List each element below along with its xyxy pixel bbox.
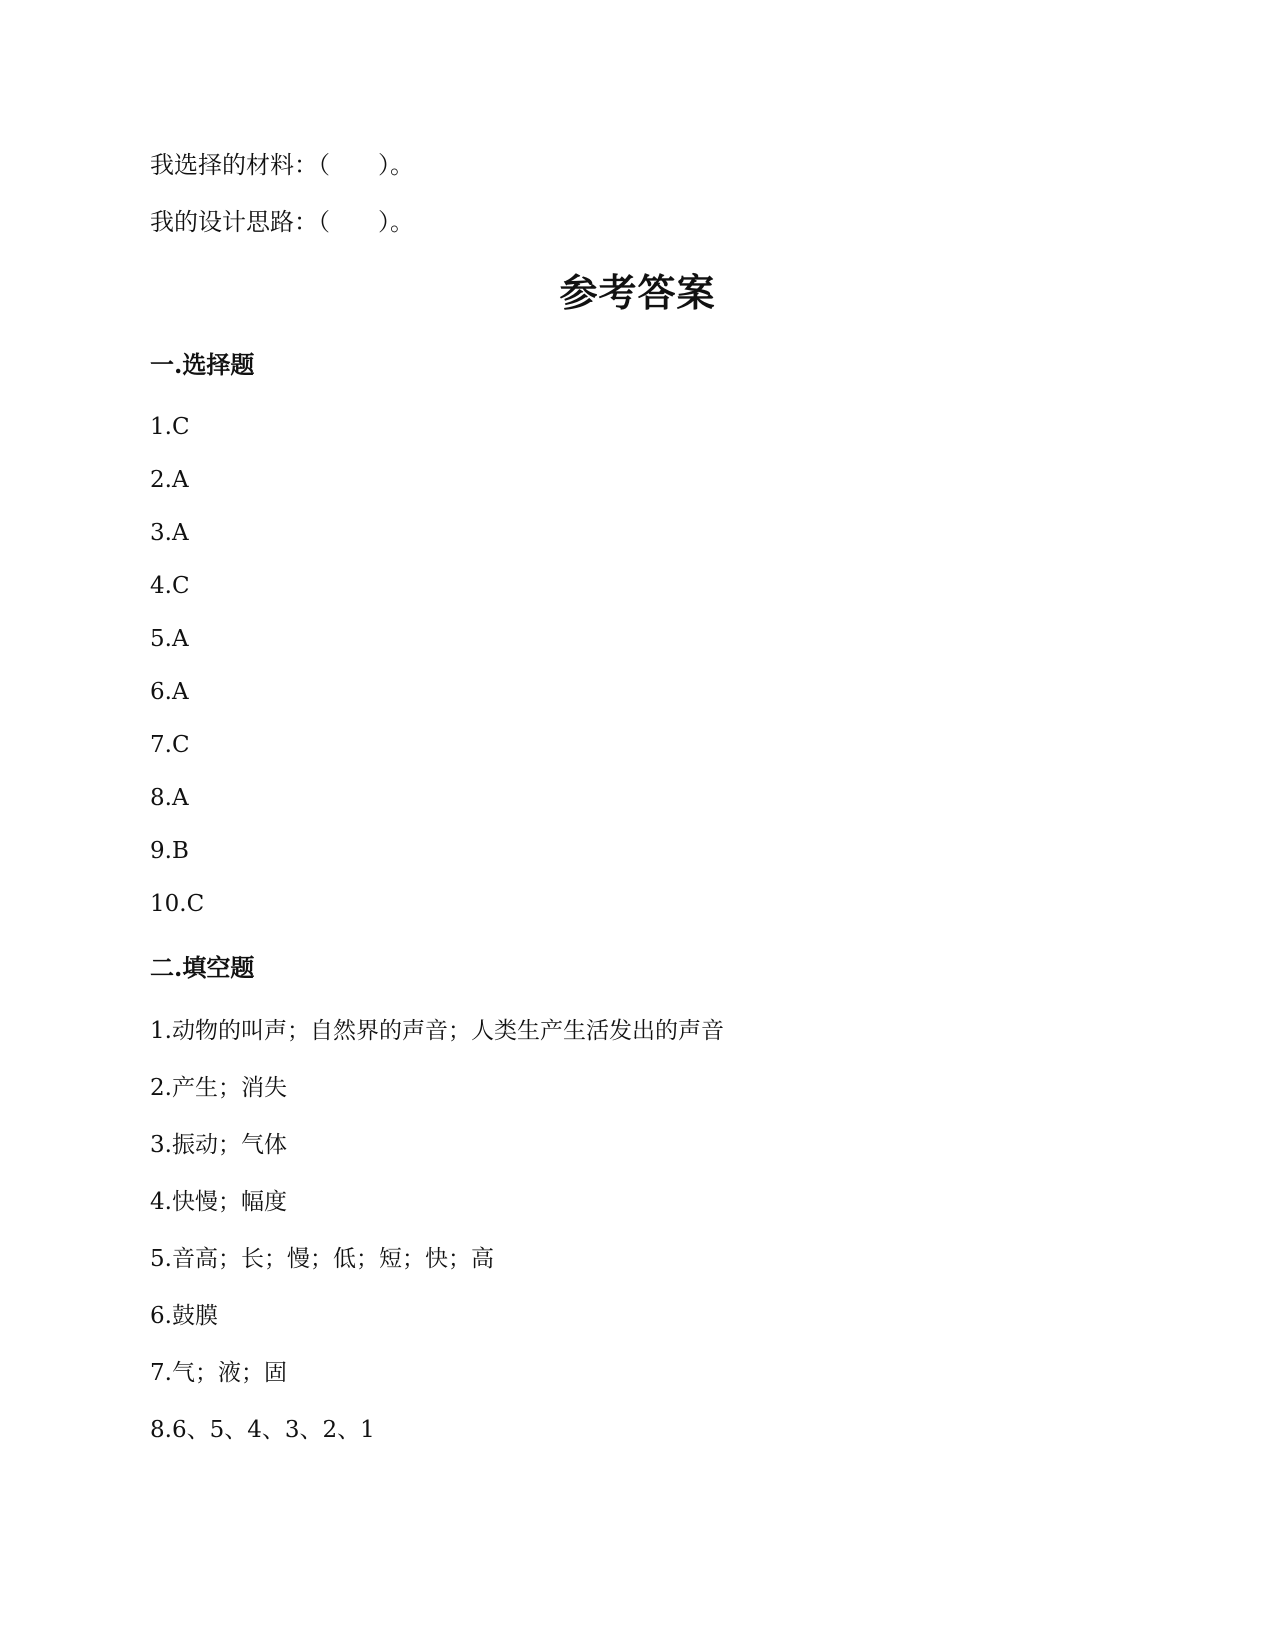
page-title: 参考答案 [559,270,716,315]
fill-answer-8: 8.6、5、4、3、2、1 [150,1417,375,1443]
choice-answer-6: 6.A [150,679,189,705]
choice-answer-5: 5.A [150,626,189,652]
choice-answer-8: 8.A [150,785,189,811]
fill-answer-7: 7.气；液；固 [150,1360,287,1386]
choice-answer-1: 1.C [150,414,190,440]
choice-answer-4: 4.C [150,573,190,599]
fill-answer-1: 1.动物的叫声；自然界的声音；人类生产生活发出的声音 [150,1018,724,1044]
choice-answer-7: 7.C [150,732,190,758]
choice-answer-3: 3.A [150,520,189,546]
choice-answer-9: 9.B [150,838,189,864]
fill-answer-2: 2.产生；消失 [150,1075,287,1101]
fill-answer-5: 5.音高；长；慢；低；短；快；高 [150,1246,494,1272]
fill-answer-3: 3.振动；气体 [150,1132,287,1158]
choice-answer-10: 10.C [150,891,205,917]
fill-answer-4: 4.快慢；幅度 [150,1189,287,1215]
material-choice-line: 我选择的材料：（ ）。 [150,151,414,179]
design-idea-line: 我的设计思路：（ ）。 [150,208,414,236]
section-heading-choice: 一.选择题 [150,350,255,379]
choice-answer-2: 2.A [150,467,189,493]
fill-answer-6: 6.鼓膜 [150,1303,218,1329]
section-heading-fill-in: 二.填空题 [150,953,255,982]
